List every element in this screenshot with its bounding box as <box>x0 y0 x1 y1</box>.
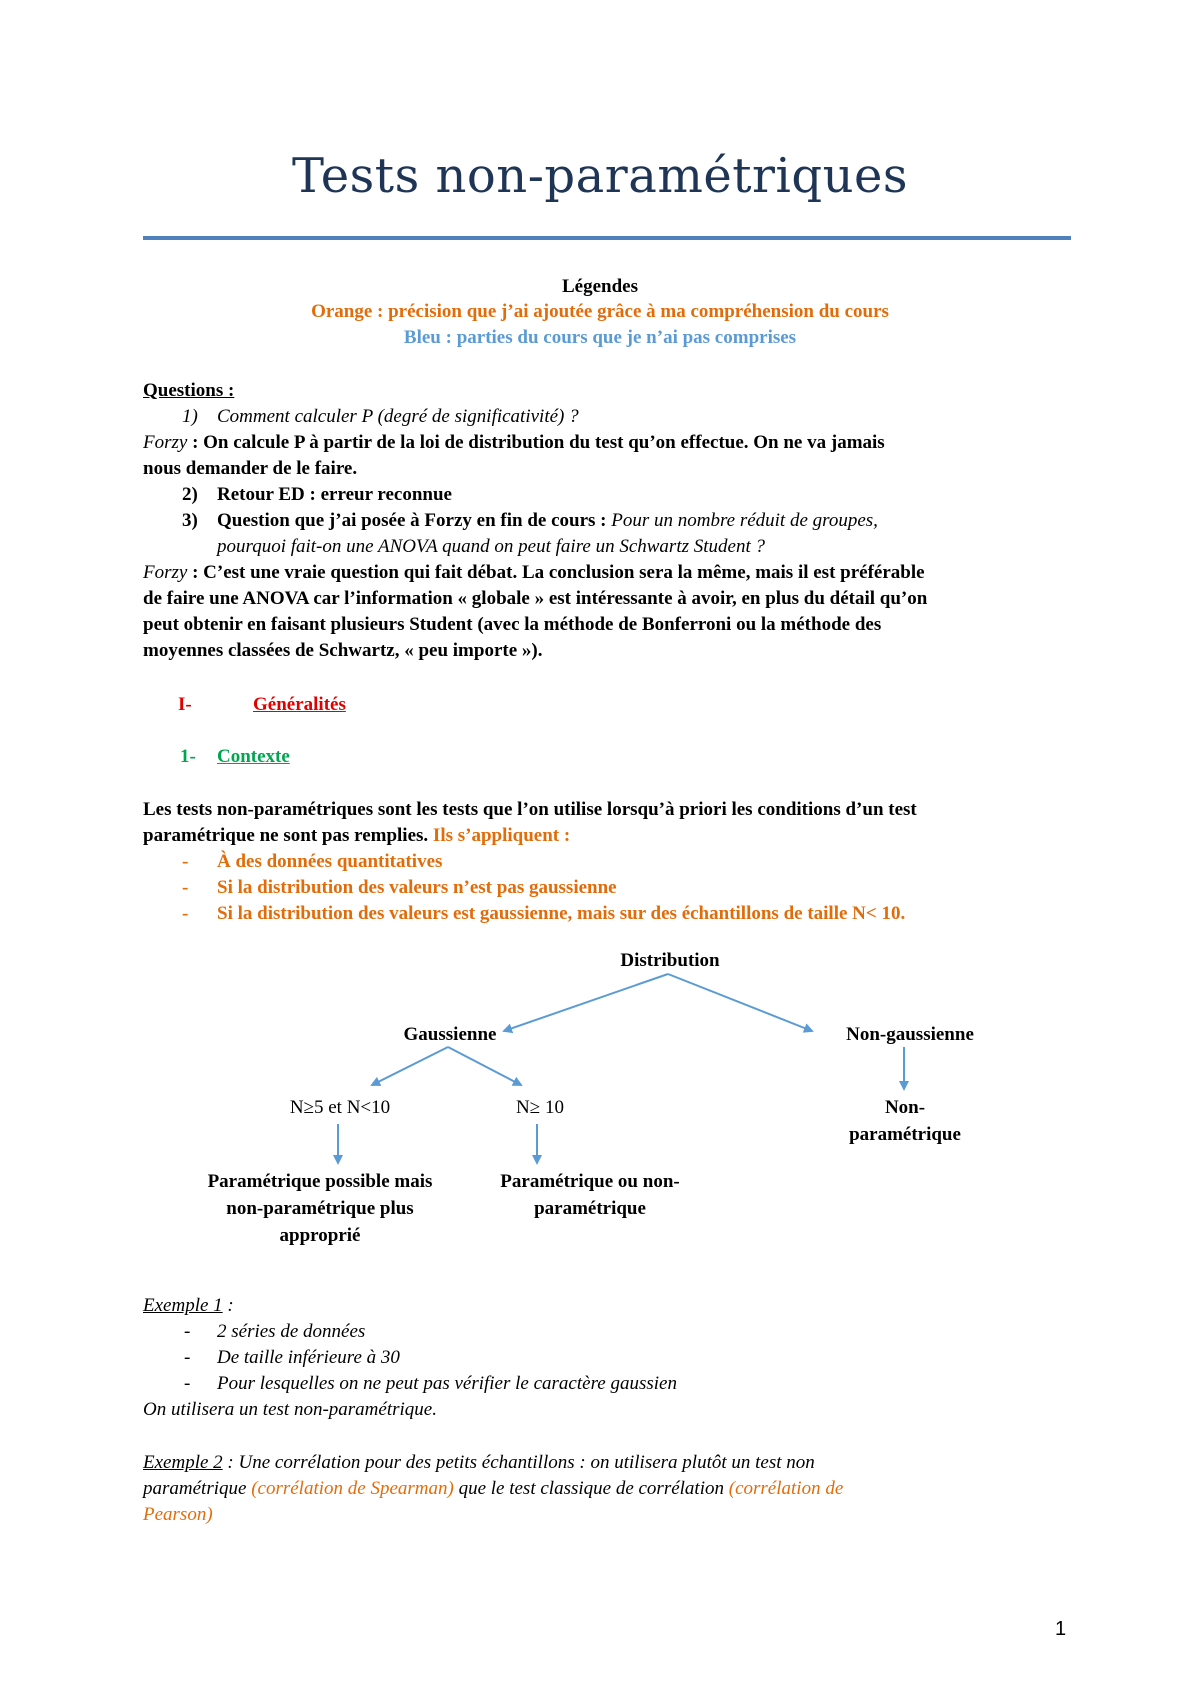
example2-heading: Exemple 2 <box>143 1452 223 1473</box>
section-title: Généralités <box>253 694 346 715</box>
subsection-title: Contexte <box>217 746 290 767</box>
context-line2-orange: Ils s’appliquent : <box>432 825 571 846</box>
page-title: Tests non-paramétriques <box>291 148 909 204</box>
q2-text: Retour ED : erreur reconnue <box>217 484 452 505</box>
node-nonparam <box>800 1094 1010 1148</box>
node-small-line3: approprié <box>279 1225 361 1246</box>
q1-number: 1) <box>182 406 198 427</box>
example2-text2a: paramétrique <box>143 1478 252 1499</box>
legend-orange: Orange : précision que j’ai ajoutée grâce à ma compréhension du cours <box>311 301 889 322</box>
context-line2-text: paramétrique ne sont pas remplies. <box>143 825 433 846</box>
a1-label: Forzy <box>143 432 188 453</box>
example1-marker: - <box>184 1347 191 1368</box>
node-nonparam-line2: paramétrique <box>849 1124 961 1145</box>
bullet-item: À des données quantitatives <box>217 851 443 872</box>
bullet-marker: - <box>182 851 189 872</box>
example1-item: De taille inférieure à 30 <box>217 1347 400 1368</box>
legend-heading: Légendes <box>562 276 638 297</box>
node-small-line1: Paramétrique possible mais <box>207 1171 433 1192</box>
example1-conclusion: On utilisera un test non-paramétrique. <box>143 1399 437 1420</box>
a3-line4: moyennes classées de Schwartz, « peu importe »). <box>143 640 543 661</box>
example2-pearson-end: Pearson) <box>143 1504 213 1525</box>
arrow-gauss-small <box>372 1047 448 1085</box>
node-gaussian: Gaussienne <box>403 1024 497 1045</box>
arrow-gauss-large <box>448 1047 521 1085</box>
node-n-small: N≥5 et N<10 <box>289 1097 391 1118</box>
bullet-marker: - <box>182 903 189 924</box>
subsection-number: 1- <box>180 746 196 767</box>
q3-number: 3) <box>182 510 198 531</box>
section-number: I- <box>178 694 192 715</box>
node-distribution: Distribution <box>620 950 720 971</box>
bullet-item: Si la distribution des valeurs n’est pas gaussienne <box>217 877 617 898</box>
q1-text: Comment calculer P (degré de significativité) ? <box>217 406 579 427</box>
questions-heading: Questions : <box>143 380 235 401</box>
node-large-line2: paramétrique <box>534 1198 646 1219</box>
example2-text2c: que le test classique de corrélation <box>453 1478 729 1499</box>
example2-line2 <box>143 1476 843 1502</box>
example2-spearman: (corrélation de Spearman) <box>251 1478 454 1499</box>
page-number: 1 <box>1055 1618 1067 1640</box>
example2-line1 <box>143 1450 815 1476</box>
a1-line2: nous demander de le faire. <box>143 458 358 479</box>
node-small-line2: non-paramétrique plus <box>226 1198 414 1219</box>
node-nonparam-line1: Non- <box>884 1097 926 1118</box>
legend-blue: Bleu : parties du cours que je n’ai pas comprises <box>403 327 797 348</box>
example1-colon: : <box>222 1295 234 1316</box>
q3-italic1: Pour un nombre réduit de groupes, <box>611 510 878 531</box>
node-large-line1: Paramétrique ou non- <box>500 1171 680 1192</box>
a3-line2: de faire une ANOVA car l’information « globale » est intéressante à avoir, en plus du détail qu’on <box>143 588 928 609</box>
arrow-root-nongauss <box>668 974 812 1031</box>
a3-label: Forzy <box>143 562 188 583</box>
example1-marker: - <box>184 1373 191 1394</box>
example2-pearson-start: (corrélation de <box>728 1478 844 1499</box>
node-large-result <box>430 1168 750 1222</box>
context-line1: Les tests non-paramétriques sont les tests que l’on utilise lorsqu’à priori les conditions d’un test <box>143 799 917 820</box>
a1-text1: : On calcule P à partir de la loi de distribution du test qu’on effectue. On ne va jamais <box>187 432 885 453</box>
q3-bold: Question que j’ai posée à Forzy en fin de cours : <box>217 510 612 531</box>
example1-marker: - <box>184 1321 191 1342</box>
a3-text1: : C’est une vraie question qui fait débat. La conclusion sera la même, mais il est préférable <box>187 562 925 583</box>
example1-heading: Exemple 1 <box>143 1295 223 1316</box>
example2-text1: : Une corrélation pour des petits échantillons : on utilisera plutôt un test non <box>222 1452 815 1473</box>
node-non-gaussian: Non-gaussienne <box>846 1024 974 1045</box>
example1-heading-line <box>143 1293 234 1319</box>
node-n-large: N≥ 10 <box>516 1097 564 1118</box>
bullet-item: Si la distribution des valeurs est gaussienne, mais sur des échantillons de taille N< 10. <box>217 903 906 924</box>
example1-item: 2 séries de données <box>217 1321 366 1342</box>
q3-italic2: pourquoi fait-on une ANOVA quand on peut faire un Schwartz Student ? <box>217 536 765 557</box>
q2-number: 2) <box>182 484 198 505</box>
example1-item: Pour lesquelles on ne peut pas vérifier le caractère gaussien <box>217 1373 677 1394</box>
bullet-marker: - <box>182 877 189 898</box>
a3-line3: peut obtenir en faisant plusieurs Student (avec la méthode de Bonferroni ou la méthode des <box>143 614 882 635</box>
